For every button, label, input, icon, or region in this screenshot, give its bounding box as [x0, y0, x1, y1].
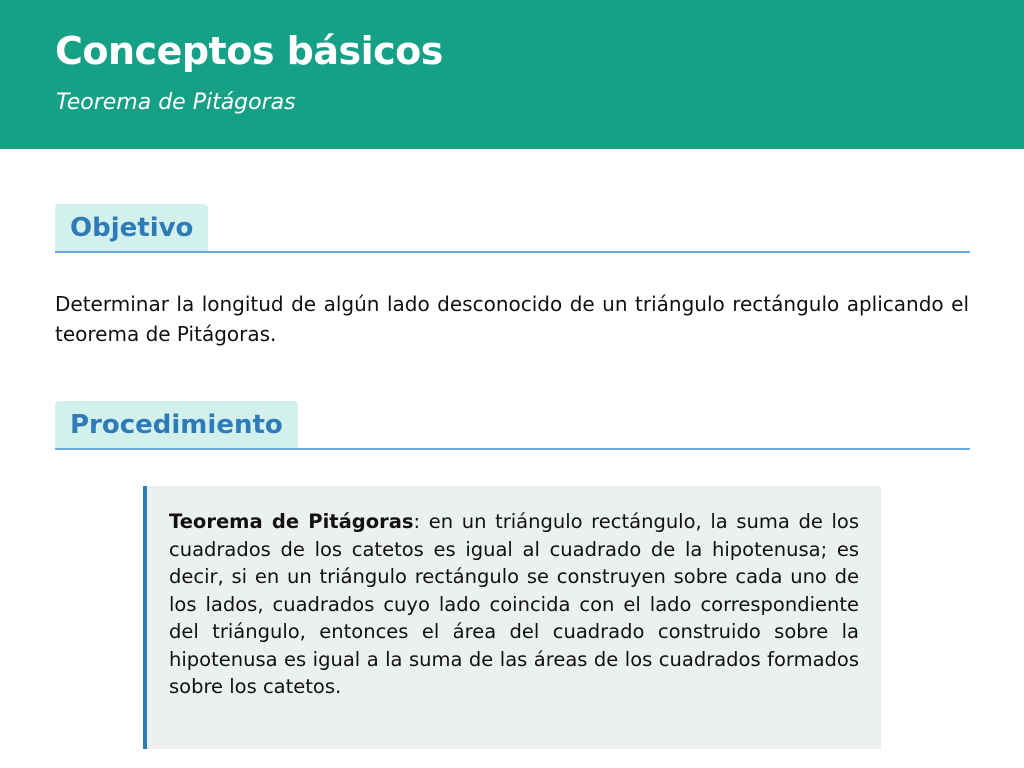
definition-term: Teorema de Pitágoras: [169, 510, 414, 533]
definition-callout: [143, 486, 881, 749]
objective-text: Determinar la longitud de algún lado desconocido de un triángulo rectángulo aplicando el teorema de Pitágoras.: [55, 292, 969, 346]
section-heading-procedimiento: [55, 401, 970, 450]
section-heading-label: Objetivo: [55, 204, 208, 251]
page-header: [0, 0, 1024, 149]
definition-body: : en un triángulo rectángulo, la suma de los cuadrados de los catetos es igual al cuadrado de la hipotenusa; es decir, si en un triángulo rectángulo se construyen sobre cada uno de los lados, cuadrados cuyo lado coincida con el lado correspondiente del triángulo, entonces el área del cuadrado construido sobre la hipotenusa es igual a la suma de las áreas de los cuadrados formados sobre los catetos.: [169, 510, 860, 698]
section-heading-label: Procedimiento: [55, 401, 298, 448]
page-title: Conceptos básicos: [55, 29, 443, 73]
definition-text: [169, 508, 859, 701]
section-heading-objetivo: [55, 204, 970, 253]
page-subtitle: Teorema de Pitágoras: [56, 90, 296, 115]
